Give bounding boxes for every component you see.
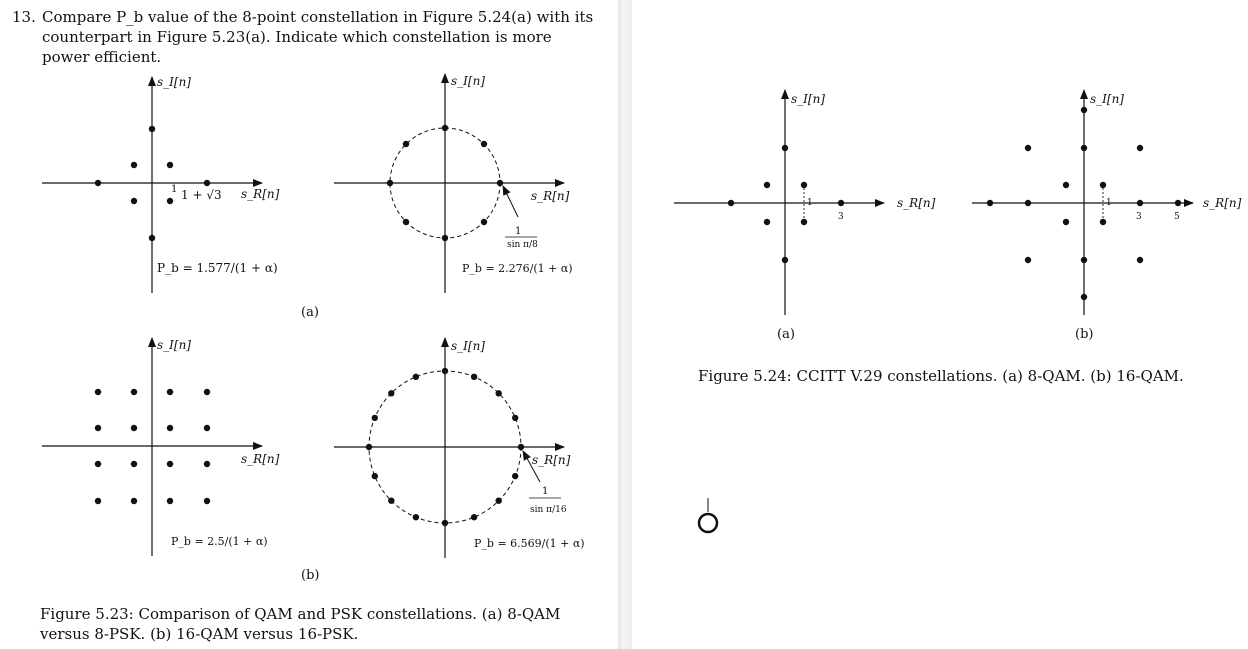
pb-label: P_b = 1.577/(1 + α) — [157, 261, 278, 275]
tick-label-1: 1 — [807, 198, 813, 208]
constellation-point — [1081, 294, 1087, 300]
constellation-point — [204, 425, 210, 431]
fig523-16qam-plot — [42, 338, 280, 556]
constellation-point — [149, 235, 155, 241]
constellation-point — [204, 180, 210, 186]
constellation-point — [167, 425, 173, 431]
constellation-point — [512, 415, 518, 421]
y-axis-label: s_I[n] — [1090, 92, 1124, 106]
constellation-point — [442, 368, 448, 374]
constellation-point — [388, 390, 394, 396]
constellation-point — [512, 473, 518, 479]
radius-denominator: sin π/16 — [530, 505, 567, 515]
constellation-point — [372, 415, 378, 421]
constellation-point — [1100, 182, 1106, 188]
constellation-point — [95, 425, 101, 431]
constellation-point — [1137, 257, 1143, 263]
constellation-point — [413, 514, 419, 520]
pb-label: P_b = 6.569/(1 + α) — [474, 537, 585, 550]
constellation-point — [403, 219, 409, 225]
constellation-point — [413, 374, 419, 380]
constellation-point — [442, 520, 448, 526]
fig524-panel-b-label: (b) — [1075, 327, 1094, 342]
constellation-point — [481, 141, 487, 147]
constellation-point — [131, 498, 137, 504]
fig524-8qam-plot — [674, 90, 936, 315]
fig524-16qam-plot — [972, 90, 1242, 315]
tick-label-5: 5 — [1174, 212, 1180, 222]
constellation-point — [764, 182, 770, 188]
constellation-point — [372, 473, 378, 479]
distance-one-label: 1 — [171, 184, 178, 195]
constellation-point — [1063, 182, 1069, 188]
constellation-point — [167, 498, 173, 504]
constellation-point — [204, 389, 210, 395]
fig524-panel-a-label: (a) — [777, 327, 795, 342]
y-axis-label: s_I[n] — [451, 339, 485, 353]
constellation-point — [95, 498, 101, 504]
constellation-point — [1137, 200, 1143, 206]
constellation-point — [782, 145, 788, 151]
constellation-point — [801, 219, 807, 225]
tick-label-1: 1 — [1106, 198, 1112, 208]
constellation-point — [204, 461, 210, 467]
distance-label: 1 + √3 — [181, 188, 222, 202]
x-axis-label: s_R[n] — [241, 187, 280, 201]
constellation-point — [496, 498, 502, 504]
constellation-point — [204, 498, 210, 504]
constellation-point — [1063, 219, 1069, 225]
constellation-point — [1025, 257, 1031, 263]
constellation-point — [167, 162, 173, 168]
constellation-point — [95, 461, 101, 467]
constellation-point — [167, 461, 173, 467]
constellation-point — [728, 200, 734, 206]
constellation-point — [1025, 145, 1031, 151]
fig523-panel-a-label: (a) — [301, 305, 319, 320]
radius-numerator: 1 — [542, 486, 549, 497]
constellation-point — [167, 389, 173, 395]
constellation-point — [1081, 145, 1087, 151]
constellation-point — [442, 235, 448, 241]
fig523-8psk-plot — [334, 74, 573, 293]
constellation-point — [518, 444, 524, 450]
constellation-point — [131, 461, 137, 467]
constellation-point — [131, 389, 137, 395]
constellation-point — [497, 180, 503, 186]
constellation-point — [131, 162, 137, 168]
constellation-point — [1025, 200, 1031, 206]
constellation-point — [1175, 200, 1181, 206]
fig523-caption: Figure 5.23: Comparison of QAM and PSK constellations. (a) 8-QAM versus 8-PSK. (b) 16-QAM versus 16-PSK. — [40, 605, 561, 643]
x-axis-label: s_R[n] — [897, 196, 936, 210]
y-axis-label: s_I[n] — [157, 338, 191, 352]
question-number: 13. — [12, 8, 36, 26]
constellation-point — [131, 198, 137, 204]
constellation-point — [366, 444, 372, 450]
radius-arrow — [503, 186, 518, 217]
fig523-16psk-plot — [334, 338, 585, 558]
fig523-panel-b-label: (b) — [301, 568, 320, 583]
constellation-point — [167, 198, 173, 204]
constellation-point — [782, 257, 788, 263]
constellation-point — [481, 219, 487, 225]
constellation-point — [801, 182, 807, 188]
constellation-point — [471, 514, 477, 520]
text-cursor-icon — [696, 494, 720, 534]
constellation-point — [149, 126, 155, 132]
constellation-point — [838, 200, 844, 206]
constellation-point — [403, 141, 409, 147]
pb-label: P_b = 2.276/(1 + α) — [462, 262, 573, 275]
fig523-8qam-plot — [42, 75, 280, 293]
constellation-point — [1081, 257, 1087, 263]
constellation-point — [95, 180, 101, 186]
fig524-caption: Figure 5.24: CCITT V.29 constellations. (a) 8-QAM. (b) 16-QAM. — [698, 367, 1184, 385]
x-axis-label: s_R[n] — [241, 452, 280, 466]
y-axis-label: s_I[n] — [157, 75, 191, 89]
constellation-point — [764, 219, 770, 225]
tick-label-3: 3 — [1136, 212, 1142, 222]
constellation-point — [1137, 145, 1143, 151]
y-axis-label: s_I[n] — [791, 92, 825, 106]
y-axis-label: s_I[n] — [451, 74, 485, 88]
constellation-point — [1081, 107, 1087, 113]
radius-numerator: 1 — [515, 226, 522, 237]
radius-denominator: sin π/8 — [507, 240, 538, 250]
constellation-point — [131, 425, 137, 431]
constellation-point — [471, 374, 477, 380]
constellation-point — [442, 125, 448, 131]
x-axis-label: s_R[n] — [531, 189, 570, 203]
x-axis-label: s_R[n] — [1203, 196, 1242, 210]
constellation-point — [987, 200, 993, 206]
constellation-point — [95, 389, 101, 395]
constellation-point — [1100, 219, 1106, 225]
question-text: Compare P_b value of the 8-point constellation in Figure 5.24(a) with its counterpart in Figure 5.23(a). Indicate which constellation is more power efficient. — [42, 8, 594, 66]
x-axis-label: s_R[n] — [532, 453, 571, 467]
tick-label-3: 3 — [838, 212, 844, 222]
constellation-point — [388, 498, 394, 504]
pb-label: P_b = 2.5/(1 + α) — [171, 535, 268, 548]
constellation-point — [387, 180, 393, 186]
constellation-point — [496, 390, 502, 396]
